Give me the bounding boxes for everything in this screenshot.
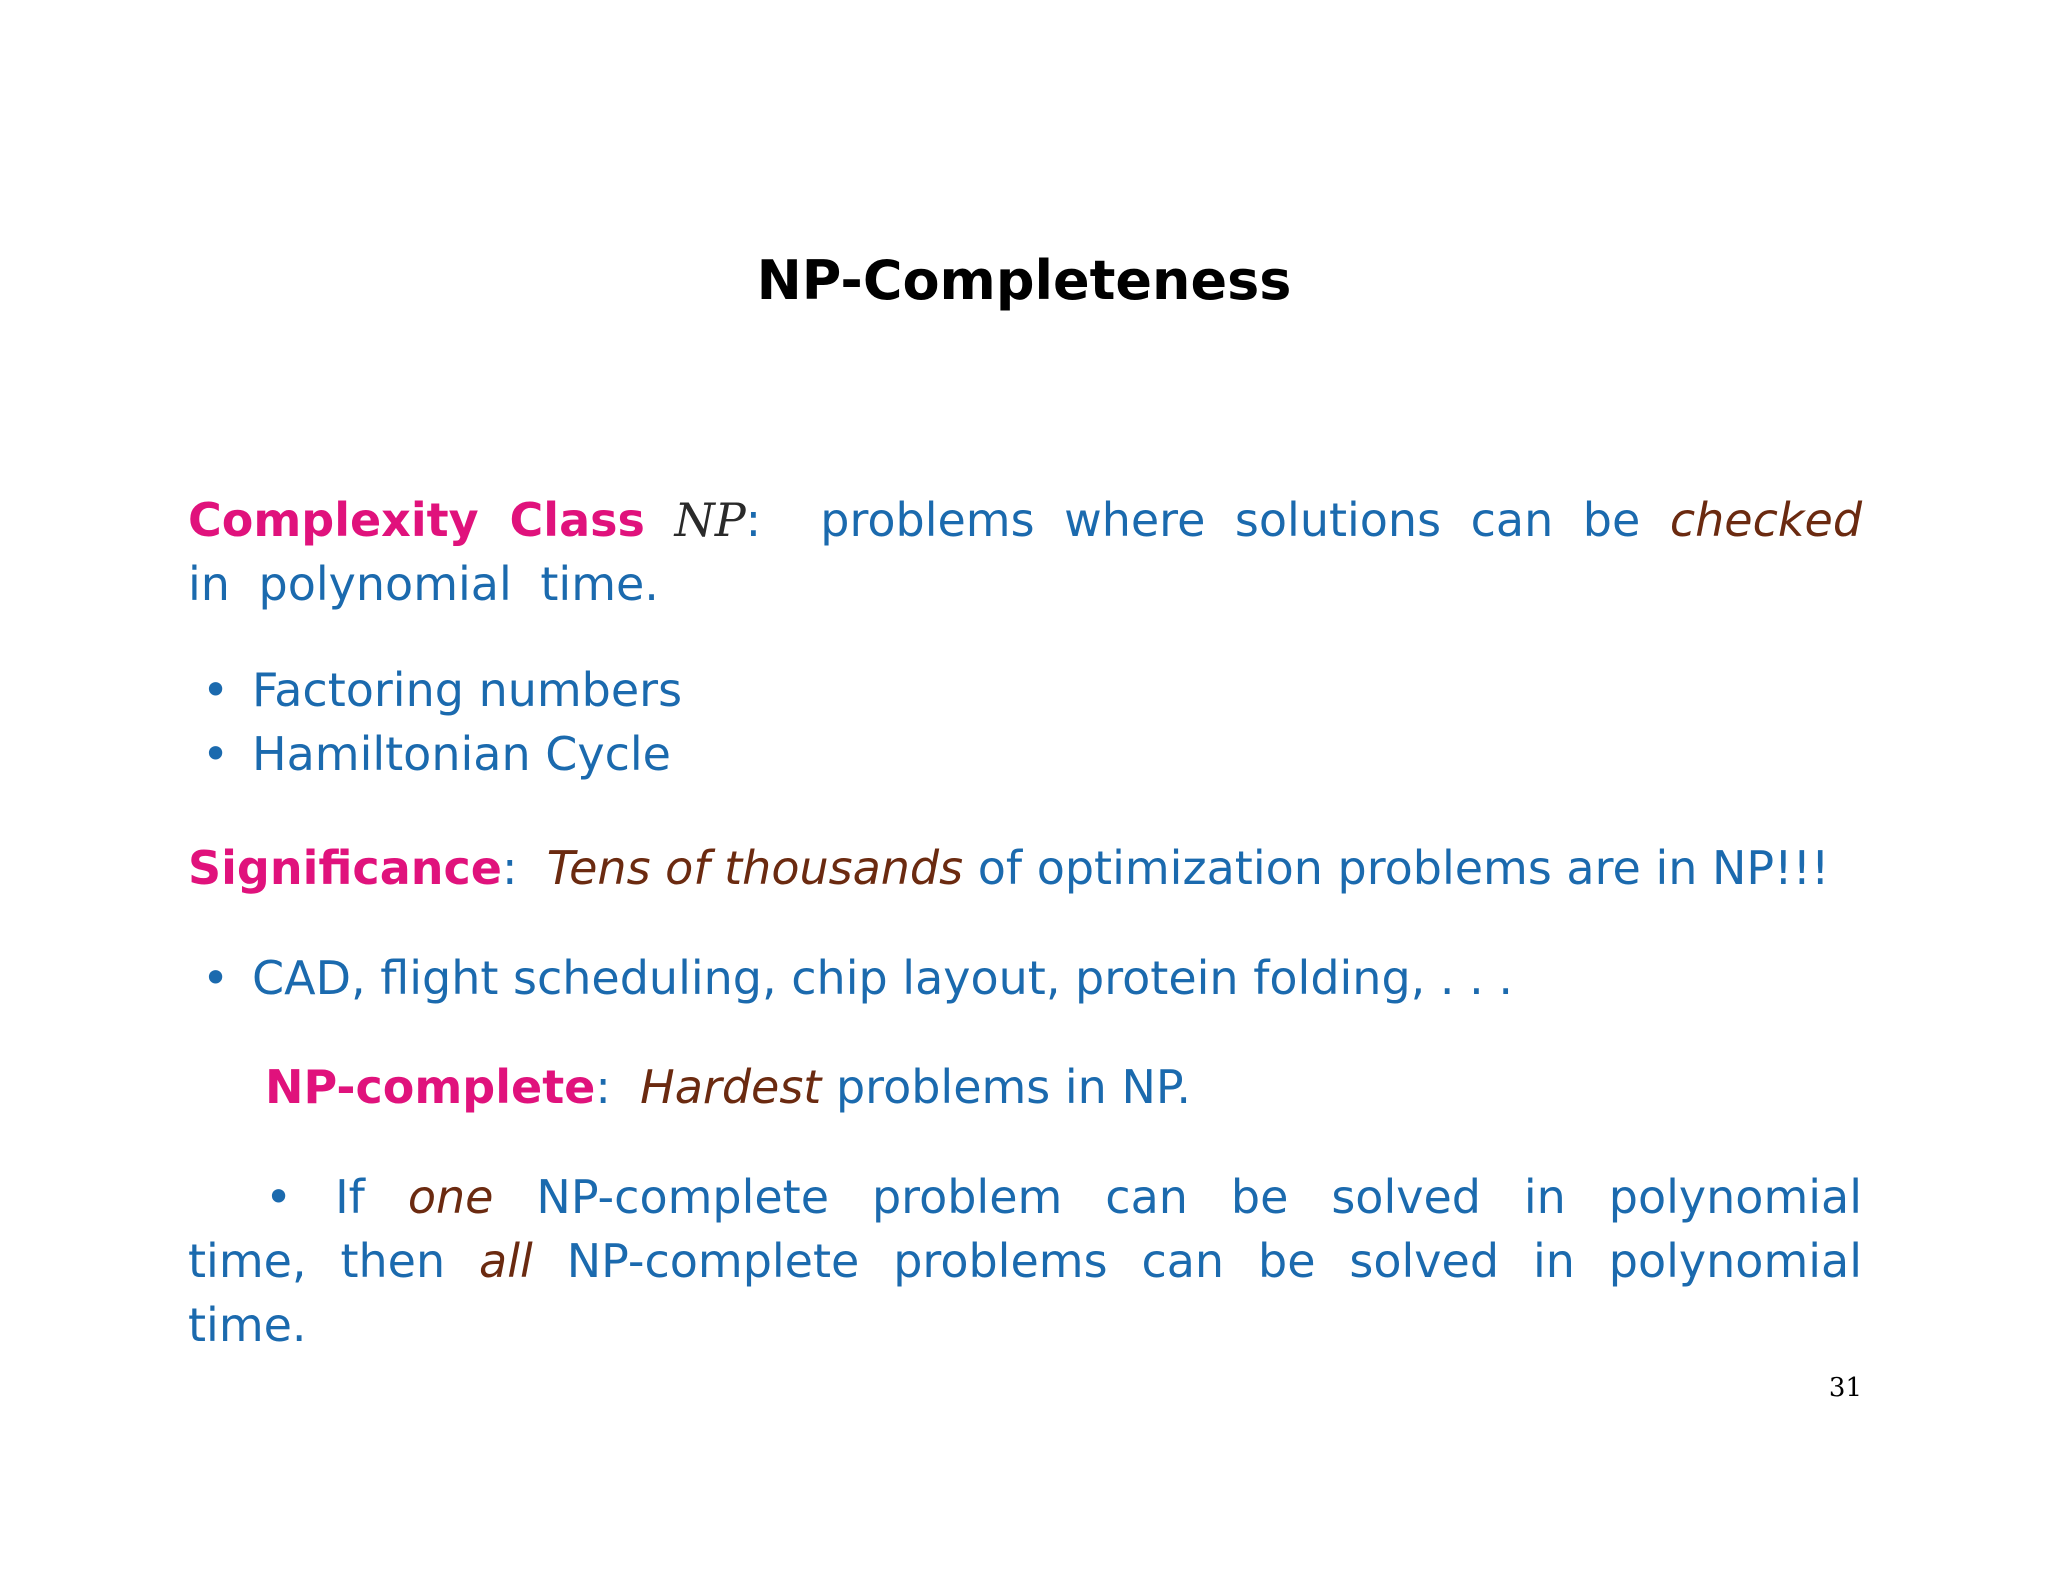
if-one-lead: If bbox=[335, 1170, 365, 1224]
np-complete-text: problems in NP. bbox=[835, 1060, 1192, 1114]
list-item bbox=[188, 946, 1862, 1010]
bullet-dot: • bbox=[202, 951, 230, 1005]
significance-colon: : bbox=[501, 841, 518, 895]
intro-text-before: problems where solutions can be bbox=[820, 493, 1641, 547]
list-item-text: CAD, flight scheduling, chip layout, protein folding, . . . bbox=[252, 951, 1514, 1005]
if-one-middle: NP-complete problem can be solved in polynomial time, then bbox=[188, 1170, 1863, 1288]
significance-term: Significance bbox=[188, 841, 502, 895]
np-complete-term: NP-complete bbox=[265, 1060, 596, 1114]
bullet-dot: • bbox=[202, 663, 230, 717]
intro-math: NP bbox=[674, 493, 746, 547]
slide-title: NP-Completeness bbox=[756, 249, 1292, 312]
significance-text: of optimization problems are in NP!!! bbox=[977, 841, 1830, 895]
if-one-bullet: • bbox=[265, 1170, 293, 1224]
if-one-emph-all: all bbox=[479, 1234, 533, 1288]
bullet-dot: • bbox=[202, 727, 230, 781]
np-examples-list bbox=[188, 658, 1862, 786]
significance-paragraph bbox=[188, 836, 1862, 900]
significance-emph: Tens of thousands bbox=[546, 841, 964, 895]
list-item bbox=[188, 658, 1862, 722]
np-complete-colon: : bbox=[595, 1060, 611, 1114]
applications-list bbox=[188, 946, 1862, 1010]
page-number: 31 bbox=[1828, 1373, 1862, 1403]
intro-emph: checked bbox=[1669, 493, 1863, 547]
intro-text-after: in polynomial time. bbox=[188, 557, 659, 611]
if-one-tail: NP-complete problems can be solved in polynomial time. bbox=[188, 1234, 1863, 1352]
list-item bbox=[188, 722, 1862, 786]
list-item-text: Factoring numbers bbox=[252, 663, 683, 717]
np-complete-emph: Hardest bbox=[640, 1060, 822, 1114]
np-complete-paragraph bbox=[265, 1055, 1862, 1119]
if-one-emph-one: one bbox=[407, 1170, 494, 1224]
if-one-paragraph bbox=[188, 1165, 1862, 1357]
list-item-text: Hamiltonian Cycle bbox=[252, 727, 671, 781]
intro-colon: : bbox=[745, 493, 762, 547]
intro-term: Complexity Class bbox=[188, 493, 645, 547]
intro-paragraph bbox=[188, 488, 1862, 616]
